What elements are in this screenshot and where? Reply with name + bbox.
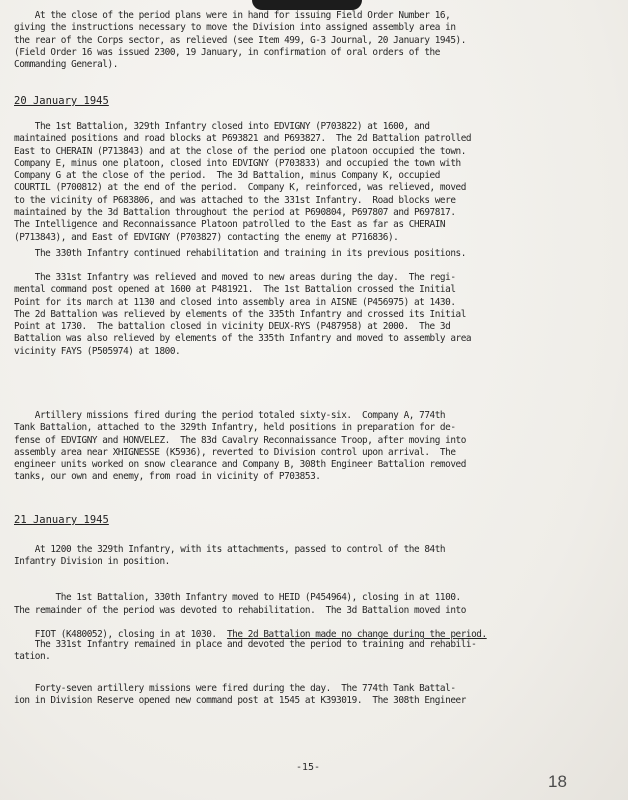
paragraph-330th-lines: The 1st Battalion, 330th Infantry moved to HEID (P454964), closing in at 1100. The remainder of the period was devoted to rehabilitation. The 3d Battalion moved into [14,592,466,616]
heading-20-january: 20 January 1945 [14,95,109,107]
paragraph-1st-battalion-329th: The 1st Battalion, 329th Infantry closed into EDVIGNY (P703822) at 1600, and maintained positions and road blocks at P693821 and P693827. The 2d Battalion patrolled East to CHERAIN (P713843) and at the close of the period one platoon occupied the town. Company E, minus one platoon, closed into EDVIGNY (P703833) and occupied the town with Company G at the close of the period. The 3d Battalion, minus Company K, occupied COURTIL (P700812) at the end of the period. Company K, reinforced, was relieved, moved to the vicinity of P683806, and was attached to the 331st Infantry. Road blocks were maintained by the 3d Battalion throughout the period at P690804, P697807 and P697817. The Intelligence and Reconnaissance Platoon patrolled to the East as far as CHERAIN (P713843), and East of EDVIGNY (P703827) contacting the enemy at P716836). [14,121,472,243]
handwritten-page-mark: 18 [548,772,567,791]
ink-blot [252,0,362,10]
paragraph-330th-last-prefix: FIOT (K480052), closing in at 1030. [34,629,227,641]
paragraph-329th-control: At 1200 the 329th Infantry, with its attachments, passed to control of the 84th Infantry Division in position. [14,544,446,568]
paragraph-artillery-21: Forty-seven artillery missions were fired during the day. The 774th Tank Battal- ion in Division Reserve opened new command post at 1545 at K393019. The 308th Engineer [14,683,466,707]
paragraph-331st-remained: The 331st Infantry remained in place and devoted the period to training and rehabili- tation. [14,639,477,663]
paragraph-330th-infantry: The 330th Infantry continued rehabilitation and training in its previous positions. [14,248,466,259]
heading-21-january: 21 January 1945 [14,514,109,526]
intro-paragraph: At the close of the period plans were in hand for issuing Field Order Number 16, giving the instructions necessary to move the Division into assigned assembly area in the rear of the Corps sector, as relieved (see Item 499, G-3 Journal, 20 January 1945). (Field Order 16 was issued 2300, 19 January, in confirmation of oral orders of the Commanding General). [14,10,466,71]
paragraph-331st-infantry: The 331st Infantry was relieved and moved to new areas during the day. The regi- mental command post opened at 1600 at P481921. The 1st Battalion crossed the Initial Point for its march at 1130 and closed into assembly area in AISNE (P456975) at 1430. The 2d Battalion was relieved by elements of the 335th Infantry and crossed its Initial Point at 1730. The battalion closed in vicinity DEUX-RYS (P487958) at 2000. The 3d Battalion was also relieved by elements of the 335th Infantry and moved to assembly area vicinity FAYS (P505974) at 1800. [14,272,472,357]
page-number: -15- [296,762,321,773]
paragraph-330th-underlined-sentence: The 2d Battalion made no change during the period. [226,629,487,641]
paragraph-artillery-missions: Artillery missions fired during the period totaled sixty-six. Company A, 774th Tank Battalion, attached to the 329th Infantry, held positions in preparation for de- fense of EDVIGNY and HONVELEZ. The 83d Cavalry Reconnaissance Troop, after moving into assembly area near XHIGNESSE (K5936), reverted to Division control upon arrival. The engineer units worked on snow clearance and Company B, 308th Engineer Battalion removed tanks, our own and enemy, from road in vicinity of P703853. [14,410,466,483]
